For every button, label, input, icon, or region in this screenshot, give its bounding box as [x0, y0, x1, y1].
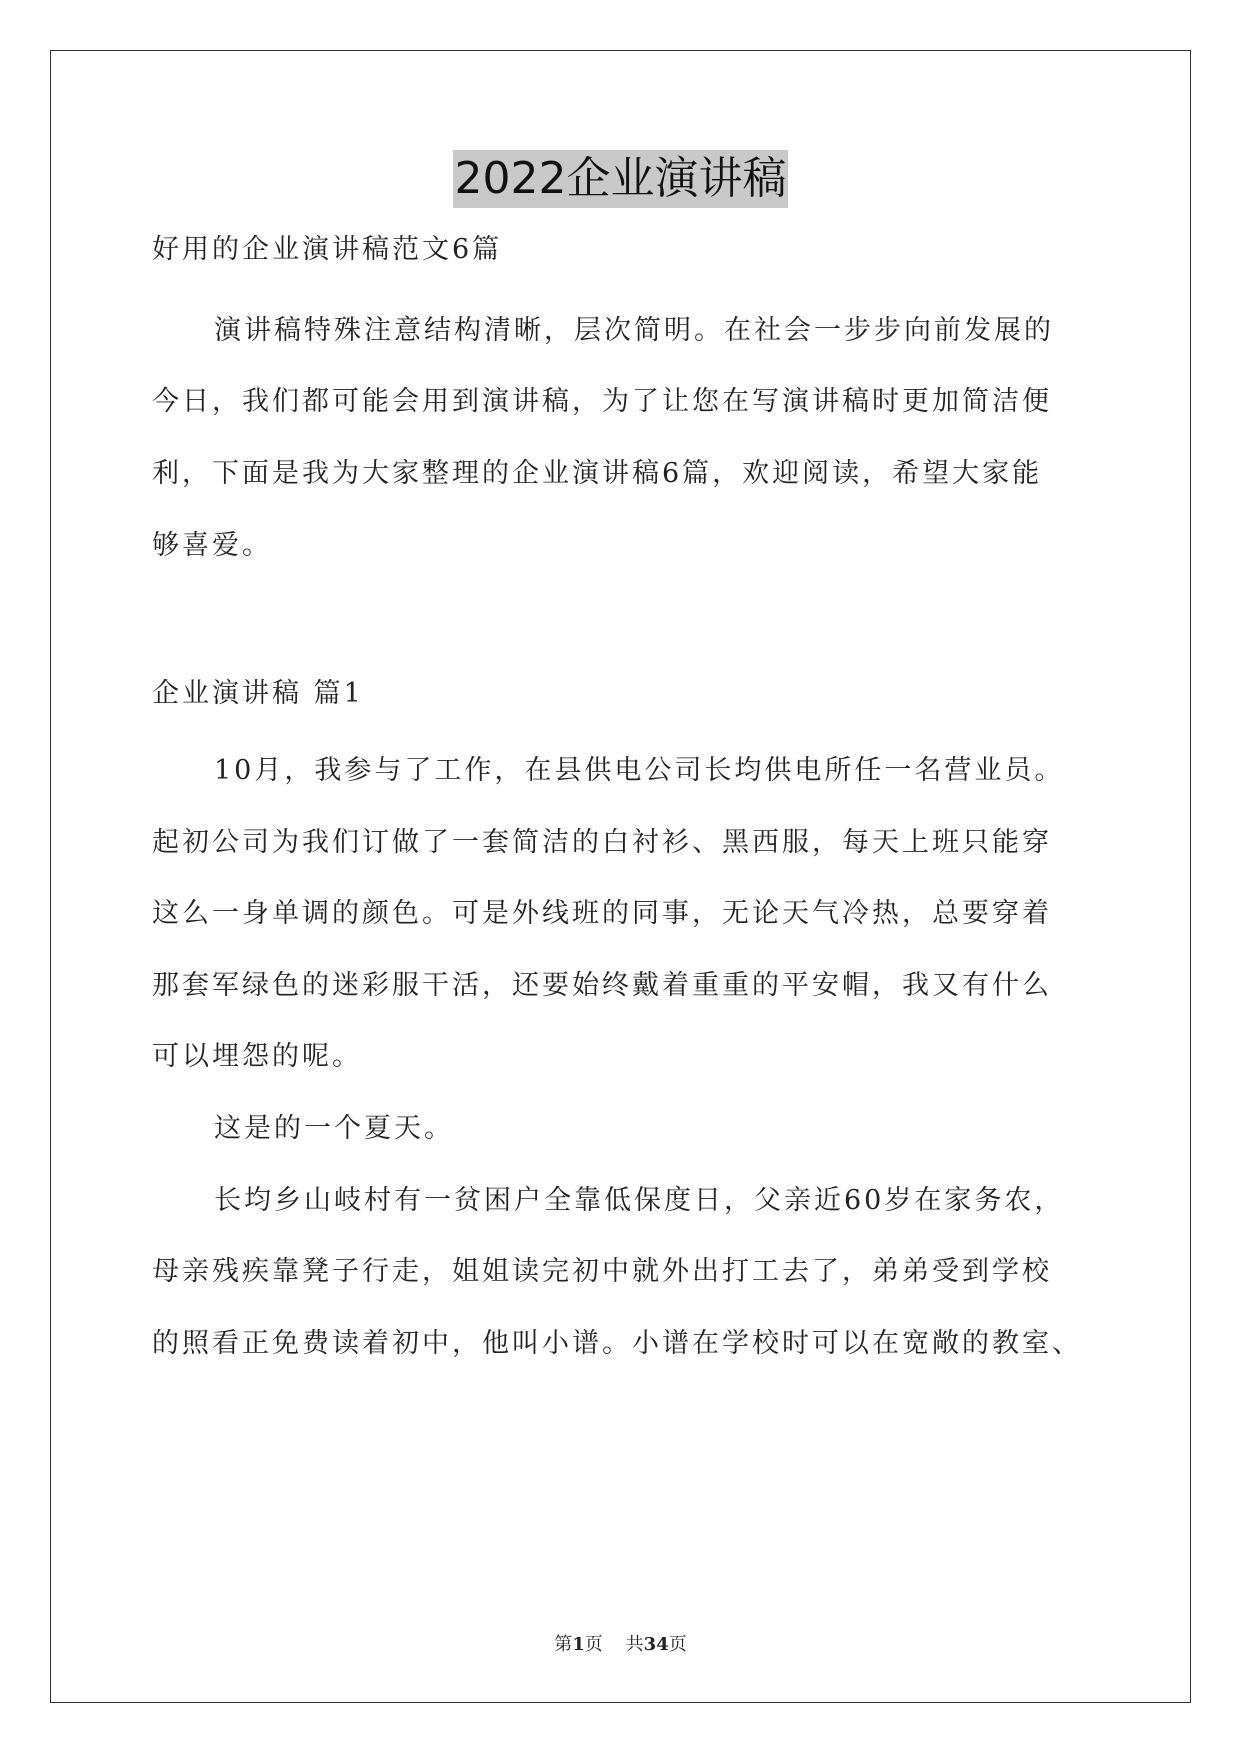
paragraph-line: 那套军绿色的迷彩服干活，还要始终戴着重重的平安帽，我又有什么 — [152, 970, 1052, 1001]
footer-total-pages: 34 — [643, 1634, 669, 1655]
subtitle-line: 好用的企业演讲稿范文6篇 — [152, 234, 503, 265]
footer-total-suffix: 页 — [668, 1634, 687, 1655]
footer-total-prefix: 共 — [625, 1634, 644, 1655]
paragraph-line: 这是的一个夏天。 — [214, 1113, 454, 1144]
paragraph-line: 10月，我参与了工作，在县供电公司长均供电所任一名营业员。 — [214, 755, 1065, 786]
page-border — [50, 50, 1191, 1703]
footer-page-number: 1 — [572, 1634, 585, 1655]
paragraph-line: 今日，我们都可能会用到演讲稿，为了让您在写演讲稿时更加简洁便 — [152, 386, 1052, 417]
paragraph-line: 母亲残疾靠凳子行走，姐姐读完初中就外出打工去了，弟弟受到学校 — [152, 1256, 1052, 1287]
page-footer — [0, 1630, 1241, 1656]
paragraph-line: 利，下面是我为大家整理的企业演讲稿6篇，欢迎阅读，希望大家能 — [152, 458, 1043, 489]
section-heading: 企业演讲稿 篇1 — [152, 678, 364, 709]
paragraph-line: 够喜爱。 — [152, 530, 272, 561]
paragraph-line: 长均乡山岐村有一贫困户全靠低保度日，父亲近60岁在家务农， — [214, 1185, 1065, 1216]
paragraph-line: 这么一身单调的颜色。可是外线班的同事，无论天气冷热，总要穿着 — [152, 898, 1052, 929]
document-title: 2022企业演讲稿 — [453, 150, 789, 208]
paragraph-line: 的照看正免费读着初中，他叫小谱。小谱在学校时可以在宽敞的教室、 — [152, 1328, 1082, 1359]
footer-page-suffix: 页 — [584, 1634, 603, 1655]
paragraph-line: 可以埋怨的呢。 — [152, 1041, 362, 1072]
footer-prefix: 第 — [554, 1634, 573, 1655]
paragraph-line: 起初公司为我们订做了一套简洁的白衬衫、黑西服，每天上班只能穿 — [152, 827, 1052, 858]
paragraph-line: 演讲稿特殊注意结构清晰，层次简明。在社会一步步向前发展的 — [214, 315, 1054, 346]
title-wrap — [0, 150, 1241, 208]
